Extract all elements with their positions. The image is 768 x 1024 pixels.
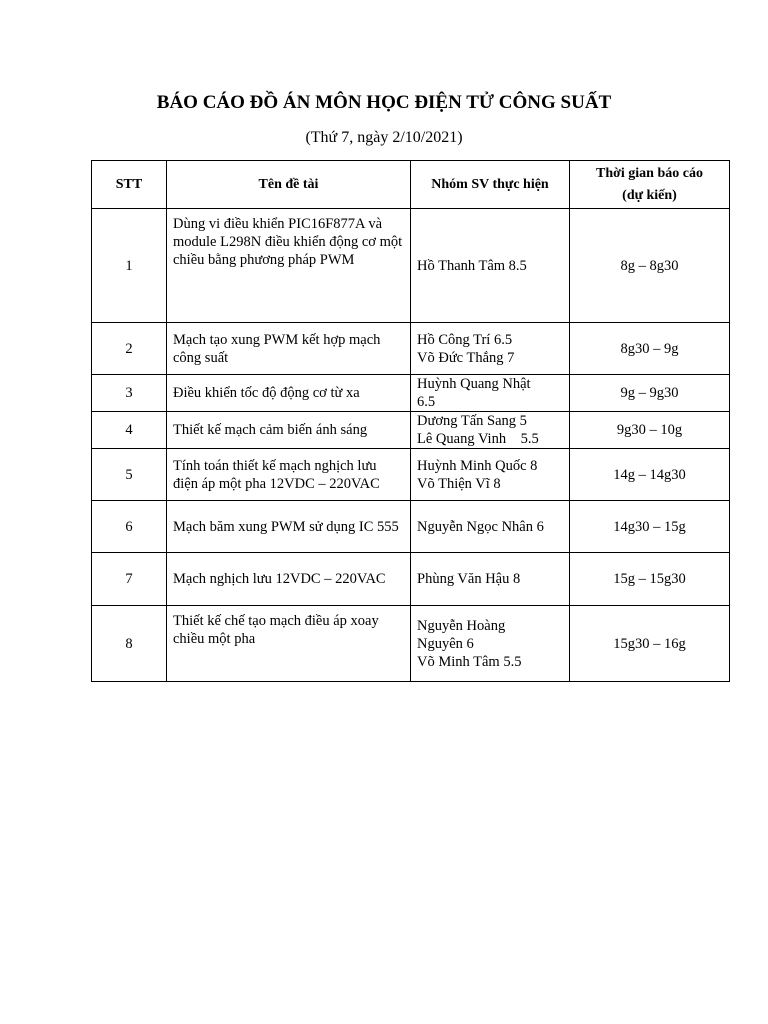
row-stt: 1 bbox=[92, 209, 167, 323]
table-row bbox=[92, 209, 730, 323]
table-row bbox=[92, 553, 730, 606]
row-stt: 8 bbox=[92, 606, 167, 682]
table-row bbox=[92, 501, 730, 553]
header-stt: STT bbox=[92, 161, 167, 209]
row-stt: 5 bbox=[92, 449, 167, 501]
row-topic: Tính toán thiết kế mạch nghịch lưu điện áp một pha 12VDC – 220VAC bbox=[167, 449, 411, 501]
member-name: Huỳnh Quang Nhật bbox=[417, 376, 531, 392]
row-members bbox=[411, 606, 570, 682]
row-topic: Thiết kế mạch cảm biến ánh sáng bbox=[167, 412, 411, 449]
row-members bbox=[411, 209, 570, 323]
member-name: Nguyên 6 bbox=[417, 635, 474, 652]
member-name: Dương Tấn Sang 5 bbox=[417, 413, 527, 429]
member-name: 6.5 bbox=[417, 394, 436, 410]
row-stt: 2 bbox=[92, 323, 167, 375]
row-members bbox=[411, 412, 570, 449]
row-topic: Mạch băm xung PWM sử dụng IC 555 bbox=[167, 501, 411, 553]
schedule-table bbox=[91, 160, 730, 682]
member-name: Lê Quang Vinh 5.5 bbox=[417, 431, 539, 447]
member-name: Võ Thiện Vĩ 8 bbox=[417, 475, 501, 492]
document-title: BÁO CÁO ĐỒ ÁN MÔN HỌC ĐIỆN TỬ CÔNG SUẤT bbox=[156, 92, 612, 113]
member-name: Huỳnh Minh Quốc 8 bbox=[417, 457, 538, 474]
member-name: Võ Đức Thắng 7 bbox=[417, 349, 515, 366]
row-time: 15g30 – 16g bbox=[570, 606, 730, 682]
row-time: 14g30 – 15g bbox=[570, 501, 730, 553]
table-header-row bbox=[92, 161, 730, 209]
row-stt: 6 bbox=[92, 501, 167, 553]
table-row bbox=[92, 375, 730, 412]
row-members bbox=[411, 449, 570, 501]
table-row bbox=[92, 449, 730, 501]
row-topic: Thiết kế chế tạo mạch điều áp xoay chiều một pha bbox=[167, 606, 411, 682]
member-name: Võ Minh Tâm 5.5 bbox=[417, 653, 522, 670]
member-name: Nguyễn Ngọc Nhân 6 bbox=[417, 518, 544, 535]
document-subtitle: (Thứ 7, ngày 2/10/2021) bbox=[305, 129, 463, 146]
row-stt: 4 bbox=[92, 412, 167, 449]
member-name: Hồ Công Trí 6.5 bbox=[417, 331, 513, 348]
row-topic: Mạch nghịch lưu 12VDC – 220VAC bbox=[167, 553, 411, 606]
row-topic: Điều khiển tốc độ động cơ từ xa bbox=[167, 375, 411, 412]
row-members bbox=[411, 323, 570, 375]
row-topic: Mạch tạo xung PWM kết hợp mạch công suất bbox=[167, 323, 411, 375]
row-time: 8g – 8g30 bbox=[570, 209, 730, 323]
member-name: Hồ Thanh Tâm 8.5 bbox=[417, 257, 527, 274]
header-topic: Tên đề tài bbox=[167, 161, 411, 209]
row-stt: 3 bbox=[92, 375, 167, 412]
row-time: 14g – 14g30 bbox=[570, 449, 730, 501]
table-row bbox=[92, 412, 730, 449]
row-time: 8g30 – 9g bbox=[570, 323, 730, 375]
header-group: Nhóm SV thực hiện bbox=[411, 161, 570, 209]
row-stt: 7 bbox=[92, 553, 167, 606]
row-members bbox=[411, 553, 570, 606]
row-topic: Dùng vi điều khiển PIC16F877A và module L298N điều khiển động cơ một chiều bằng phương pháp PWM bbox=[167, 209, 411, 323]
header-time bbox=[570, 161, 730, 209]
row-time: 9g – 9g30 bbox=[570, 375, 730, 412]
header-time-line2: (dự kiến) bbox=[622, 187, 677, 203]
row-members bbox=[411, 501, 570, 553]
table-row bbox=[92, 323, 730, 375]
row-members bbox=[411, 375, 570, 412]
member-name: Nguyễn Hoàng bbox=[417, 617, 506, 634]
row-time: 9g30 – 10g bbox=[570, 412, 730, 449]
header-time-line1: Thời gian báo cáo bbox=[596, 165, 703, 181]
member-name: Phùng Văn Hậu 8 bbox=[417, 571, 521, 587]
table-row bbox=[92, 606, 730, 682]
row-time: 15g – 15g30 bbox=[570, 553, 730, 606]
